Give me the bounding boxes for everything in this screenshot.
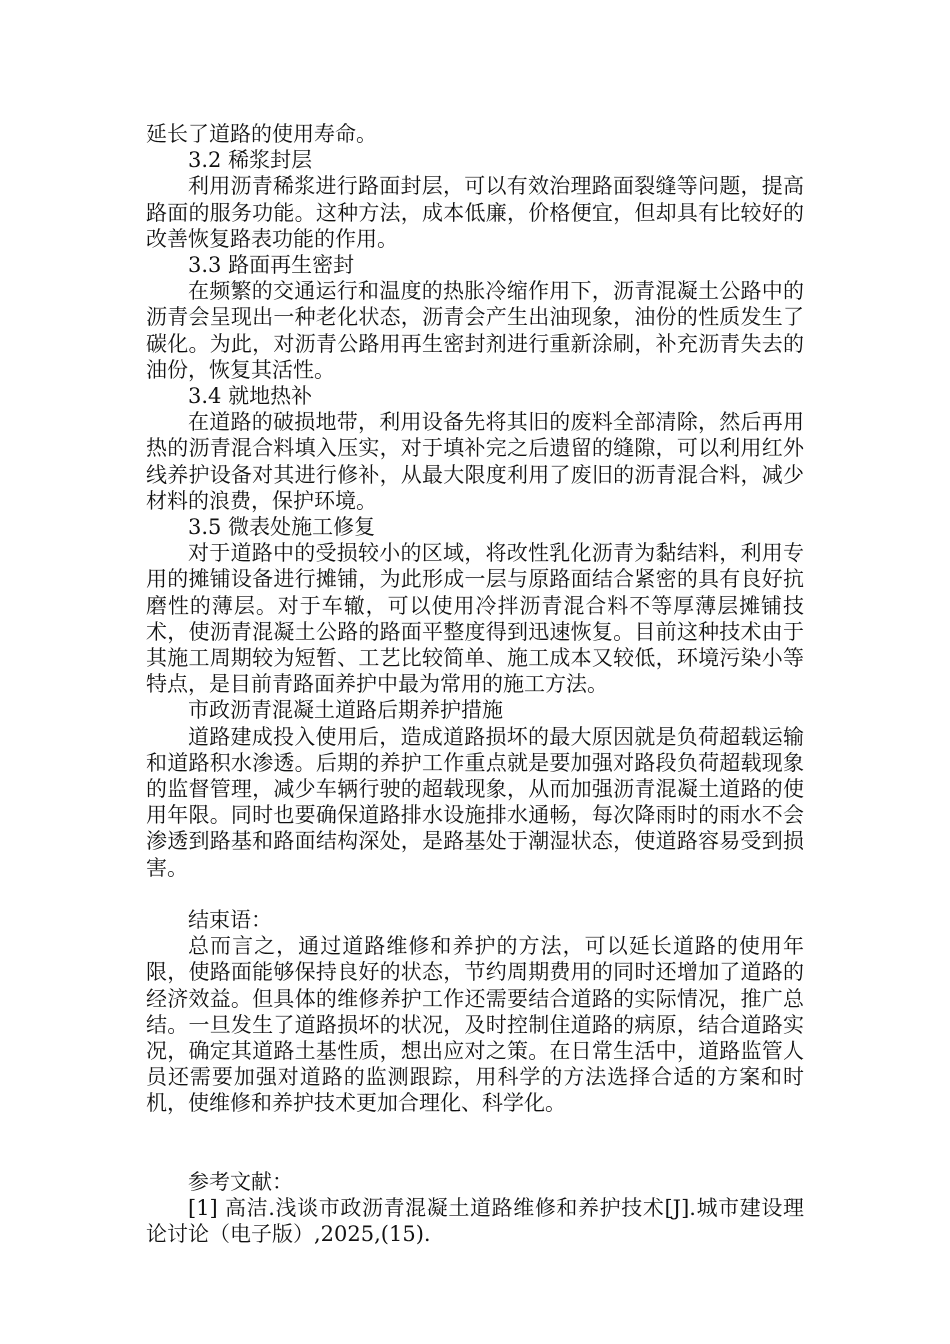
- section-3-4-body: 在道路的破损地带，利用设备先将其旧的废料全部清除，然后再用热的沥青混合料填入压实，对于填补完之后遗留的缝隙，可以利用红外线养护设备对其进行修补，从最大限度利用了废旧的沥青混合料，减少材料的浪费，保护环境。: [146, 410, 804, 513]
- section-3-5-heading: 3.5 微表处施工修复: [188, 515, 376, 540]
- section-3-3-body: 在频繁的交通运行和温度的热胀冷缩作用下，沥青混凝土公路中的沥青会呈现出一种老化状态，沥青会产生出油现象，油份的性质发生了碳化。为此，对沥青公路用再生密封剂进行重新涂刷，补充沥青失去的油份，恢复其活性。: [146, 279, 804, 382]
- section-3-4-heading: 3.4 就地热补: [188, 384, 313, 409]
- reference-item-1: [1] 高洁.浅谈市政沥青混凝土道路维修和养护技术[J].城市建设理论讨论（电子版）,2025,(15).: [146, 1195, 804, 1246]
- spacer: [146, 1117, 804, 1169]
- section-3-2-heading: 3.2 稀浆封层: [188, 148, 313, 173]
- conclusion-body: 总而言之，通过道路维修和养护的方法，可以延长道路的使用年限，使路面能够保持良好的状态，节约周期费用的同时还增加了道路的经济效益。但具体的维修养护工作还需要结合道路的实际情况，推广总结。一旦发生了道路损坏的状况，及时控制住道路的病原，结合道路实况，确定其道路土基性质，想出应对之策。在日常生活中，道路监管人员还需要加强对道路的监测跟踪，用科学的方法选择合适的方案和时机，使维修和养护技术更加合理化、科学化。: [146, 934, 804, 1116]
- section-3-2-body: 利用沥青稀浆进行路面封层，可以有效治理路面裂缝等问题，提高路面的服务功能。这种方法，成本低廉，价格便宜，但却具有比较好的改善恢复路表功能的作用。: [146, 174, 804, 251]
- later-maintenance-body: 道路建成投入使用后，造成道路损坏的最大原因就是负荷超载运输和道路积水渗透。后期的养护工作重点就是要加强对路段负荷超载现象的监督管理，减少车辆行驶的超载现象，从而加强沥青混凝土道路的使用年限。同时也要确保道路排水设施排水通畅，每次降雨时的雨水不会渗透到路基和路面结构深处，是路基处于潮湿状态，使道路容易受到损害。: [146, 724, 804, 880]
- later-maintenance-heading: 市政沥青混凝土道路后期养护措施: [188, 698, 503, 723]
- document-page: [146, 121, 804, 1247]
- references-heading: 参考文献：: [188, 1169, 293, 1194]
- intro-tail-paragraph: 延长了道路的使用寿命。: [146, 122, 377, 146]
- spacer: [146, 881, 804, 907]
- section-3-3-heading: 3.3 路面再生密封: [188, 253, 355, 278]
- section-3-5-body: 对于道路中的受损较小的区域，将改性乳化沥青为黏结料，利用专用的摊铺设备进行摊铺，为此形成一层与原路面结合紧密的具有良好抗磨性的薄层。对于车辙，可以使用冷拌沥青混合料不等厚薄层摊铺技术，使沥青混凝土公路的路面平整度得到迅速恢复。目前这种技术由于其施工周期较为短暂、工艺比较简单、施工成本又较低，环境污染小等特点，是目前青路面养护中最为常用的施工方法。: [146, 541, 804, 697]
- conclusion-heading: 结束语：: [188, 907, 272, 932]
